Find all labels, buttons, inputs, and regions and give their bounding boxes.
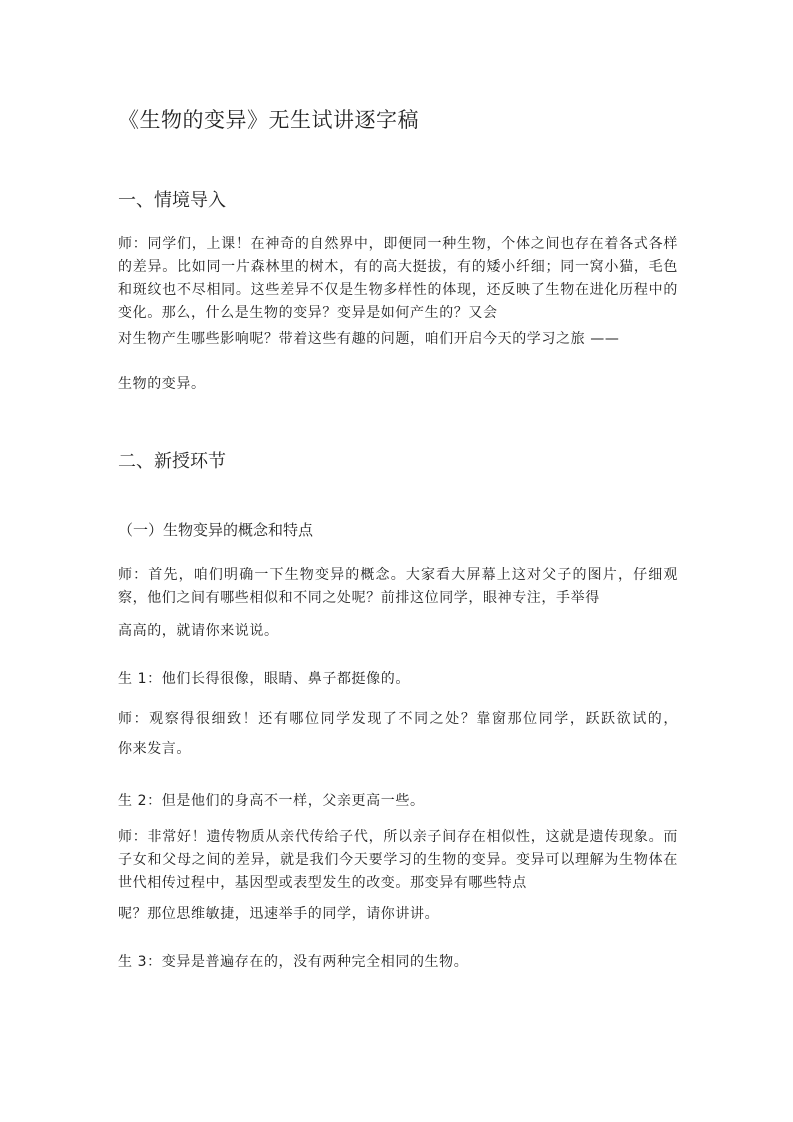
intro-paragraph-line2: 对生物产生哪些影响呢？带着这些有趣的问题，咱们开启今天的学习之旅 —— — [118, 331, 620, 347]
teacher-paragraph-1: 师：首先，咱们明确一下生物变异的概念。大家看大屏幕上这对父子的图片，仔细观察，他们之间有哪些相似和不同之处呢？前排这位同学，眼神专注，手举得 — [118, 567, 678, 606]
intro-paragraph: 师：同学们，上课！在神奇的自然界中，即便同一种生物，个体之间也存在着各式各样的差异。比如同一片森林里的树木，有的高大挺拔，有的矮小纤细；同一窝小猫，毛色和斑纹也不尽相同。这些差异不仅是生物多样性的体现，还反映了生物在进化历程中的变化。那么，什么是生物的变异？变异是如何产生的？又会 — [118, 236, 678, 321]
intro-paragraph-line3: 生物的变异。 — [118, 376, 206, 392]
student-reply-3: 生 3：变异是普遍存在的，没有两种完全相同的生物。 — [118, 954, 469, 970]
teacher-paragraph-3-end: 呢？那位思维敏捷，迅速举手的同学，请你讲讲。 — [118, 906, 440, 922]
teacher-paragraph-2-end: 你来发言。 — [118, 741, 191, 757]
teacher-paragraph-2: 师：观察得很细致！还有哪位同学发现了不同之处？靠窗那位同学，跃跃欲试的， — [118, 711, 678, 727]
document-title: 《生物的变异》无生试讲逐字稿 — [118, 108, 419, 132]
student-reply-2: 生 2：但是他们的身高不一样，父亲更高一些。 — [118, 793, 425, 809]
subsection-heading-concept: （一）生物变异的概念和特点 — [118, 521, 314, 539]
teacher-paragraph-1-end: 高高的，就请你来说说。 — [118, 623, 279, 639]
section-heading-intro: 一、情境导入 — [118, 190, 226, 211]
section-heading-new-lesson: 二、新授环节 — [118, 451, 226, 472]
student-reply-1: 生 1：他们长得很像，眼睛、鼻子都挺像的。 — [118, 671, 410, 687]
teacher-paragraph-3: 师：非常好！遗传物质从亲代传给子代，所以亲子间存在相似性，这就是遗传现象。而子女和父母之间的差异，就是我们今天要学习的生物的变异。变异可以理解为生物体在世代相传过程中，基因型或表型发生的改变。那变异有哪些特点 — [118, 829, 678, 891]
